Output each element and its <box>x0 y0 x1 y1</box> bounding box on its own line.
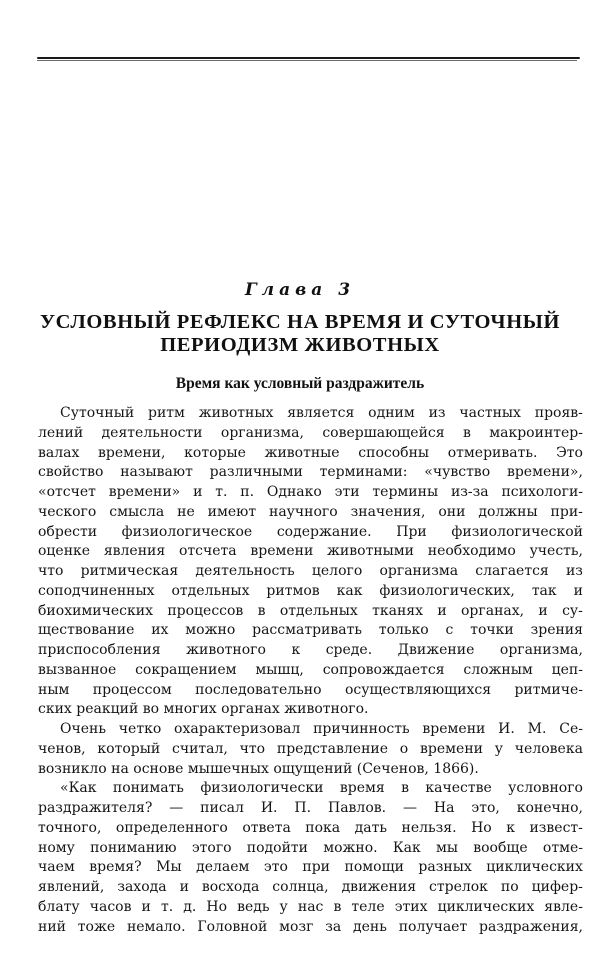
chapter-title-line-1: УСЛОВНЫЙ РЕФЛЕКС НА ВРЕМЯ И СУТОЧНЫЙ <box>39 311 561 333</box>
header-rule-shadow <box>37 60 577 61</box>
text-line: ческого смысла не имеют научного значения, они должны при- <box>38 503 583 520</box>
text-line: лений деятельности организма, совершающейся в макроинтер- <box>38 424 583 441</box>
paragraph-2 <box>38 720 583 779</box>
text-line: соподчиненных отдельных ритмов как физиологических, так и <box>38 582 583 599</box>
text-line: «отсчет времени» и т. п. Однако эти термины из-за психологи- <box>38 484 583 500</box>
text-line: блату часов и т. д. Но ведь у нас в теле этих циклических явле- <box>38 898 583 915</box>
text-line: ний тоже немало. Головной мозг за день получает раздражения, <box>38 918 583 935</box>
text-line: приспособления животного к среде. Движение организма, <box>38 642 583 658</box>
text-line: ному пониманию этого подойти можно. Как мы вообще отме- <box>38 839 583 856</box>
text-line: Очень четко охарактеризовал причинность времени И. М. Се- <box>60 721 583 737</box>
text-line: что ритмическая деятельность целого организма слагается из <box>38 563 583 579</box>
text-line: оценке явления отсчета времени животными необходимо учесть, <box>38 543 583 560</box>
chapter-title-line-2: ПЕРИОДИЗМ ЖИВОТНЫХ <box>160 334 440 356</box>
text-line: ченов, который считал, что представление о времени у человека <box>38 740 583 757</box>
text-line: валах времени, которые животные способны отмеривать. Это <box>38 444 583 461</box>
text-line: обрести физиологическое содержание. При физиологической <box>38 523 583 540</box>
text-line: ным процессом последовательно осуществляющихся ритмиче- <box>38 681 583 698</box>
text-line: Суточный ритм животных является одним из частных прояв- <box>60 405 583 421</box>
text-line: свойство называют различными терминами: «чувство времени», <box>38 464 583 481</box>
text-line: возникло на основе мышечных ощущений (Сеченов, 1866). <box>38 760 479 777</box>
header-rule <box>37 57 580 59</box>
text-line: раздражителя? — писал И. П. Павлов. — На это, конечно, <box>38 800 583 816</box>
text-line: «Как понимать физиологически время в качестве условного <box>60 780 583 797</box>
chapter-label: Глава 3 <box>244 280 356 300</box>
text-line: явлений, захода и восхода солнца, движения стрелок по цифер- <box>38 879 583 895</box>
section-heading: Время как условный раздражитель <box>175 375 425 392</box>
paragraph-1 <box>38 404 583 720</box>
text-line: ществование их можно рассматривать только с точки зрения <box>38 622 583 639</box>
text-line: биохимических процессов в отдельных тканях и органах, и су- <box>38 602 583 619</box>
text-line: чаем время? Мы делаем это при помощи разных циклических <box>38 859 583 876</box>
text-line: вызванное сокращением мышц, сопровождается сложным цеп- <box>38 661 583 678</box>
body-text <box>38 404 583 937</box>
paragraph-3 <box>38 779 583 937</box>
text-line: ских реакций во многих органах животного. <box>38 701 369 718</box>
text-line: точного, определенного ответа пока дать нельзя. Но к извест- <box>38 819 583 836</box>
